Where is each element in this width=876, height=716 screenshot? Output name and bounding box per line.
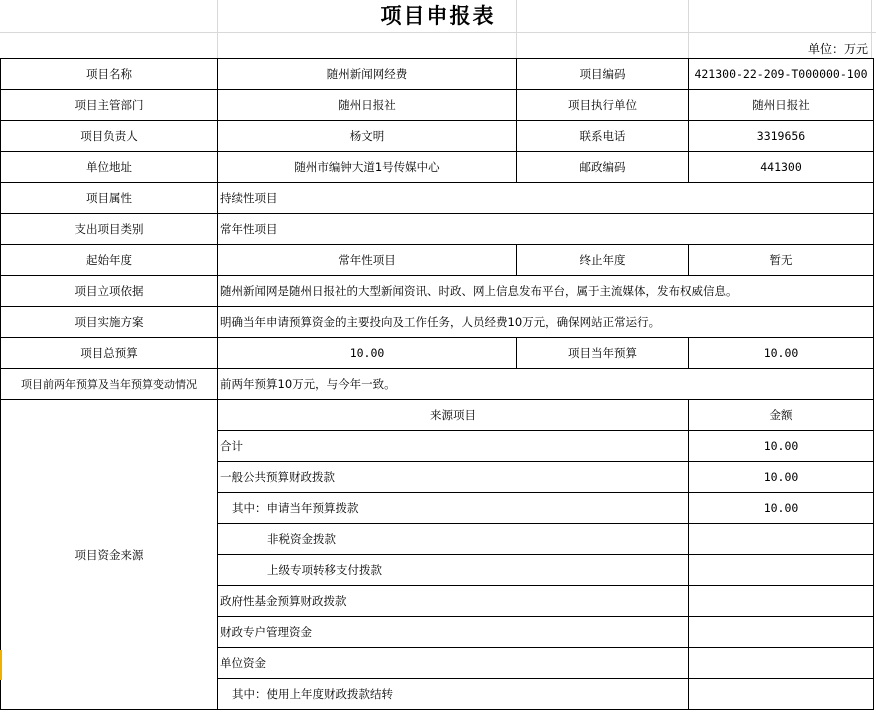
funding-item-name[interactable]: 一般公共预算财政拨款 [218,462,689,493]
funding-item-name[interactable]: 上级专项转移支付拨款 [218,555,689,586]
funding-item-amount[interactable]: 10.00 [689,431,874,462]
label-project-name[interactable]: 项目名称 [1,59,218,90]
value-attribute[interactable]: 持续性项目 [218,183,874,214]
label-funding-source[interactable]: 项目资金来源 [1,400,218,710]
funding-item-name[interactable]: 政府性基金预算财政拨款 [218,586,689,617]
funding-item-name[interactable]: 合计 [218,431,689,462]
value-plan[interactable]: 明确当年申请预算资金的主要投向及工作任务，人员经费10万元，确保网站正常运行。 [218,307,874,338]
row-head [1,121,874,152]
funding-item-name[interactable]: 其中：使用上年度财政拨款结转 [218,679,689,710]
row-funding-header [1,400,874,431]
value-budget-change[interactable]: 前两年预算10万元，与今年一致。 [218,369,874,400]
funding-item-amount[interactable] [689,679,874,710]
label-attribute[interactable]: 项目属性 [1,183,218,214]
funding-item-name[interactable]: 财政专户管理资金 [218,617,689,648]
funding-item-amount[interactable]: 10.00 [689,493,874,524]
value-end-year[interactable]: 暂无 [689,245,874,276]
value-category[interactable]: 常年性项目 [218,214,874,245]
funding-item-amount[interactable] [689,648,874,679]
label-zip[interactable]: 邮政编码 [517,152,689,183]
funding-item-amount[interactable]: 10.00 [689,462,874,493]
page-title: 项目申报表 [380,3,496,28]
value-phone[interactable]: 3319656 [689,121,874,152]
label-dept[interactable]: 项目主管部门 [1,90,218,121]
row-category [1,214,874,245]
funding-item-amount[interactable] [689,586,874,617]
value-address[interactable]: 随州市编钟大道1号传媒中心 [218,152,517,183]
value-total-budget[interactable]: 10.00 [218,338,517,369]
grid-line [0,32,876,33]
label-start-year[interactable]: 起始年度 [1,245,218,276]
row-budget-change [1,369,874,400]
value-current-budget[interactable]: 10.00 [689,338,874,369]
funding-item-amount[interactable] [689,555,874,586]
value-dept[interactable]: 随州日报社 [218,90,517,121]
value-exec-unit[interactable]: 随州日报社 [689,90,874,121]
value-zip[interactable]: 441300 [689,152,874,183]
value-basis[interactable]: 随州新闻网是随州日报社的大型新闻资讯、时政、网上信息发布平台，属于主流媒体，发布权威信息。 [218,276,874,307]
row-dept [1,90,874,121]
label-head[interactable]: 项目负责人 [1,121,218,152]
funding-item-name[interactable]: 单位资金 [218,648,689,679]
label-total-budget[interactable]: 项目总预算 [1,338,218,369]
row-plan [1,307,874,338]
funding-item-name[interactable]: 非税资金拨款 [218,524,689,555]
row-budget [1,338,874,369]
value-project-name[interactable]: 随州新闻网经费 [218,59,517,90]
label-end-year[interactable]: 终止年度 [517,245,689,276]
project-form-table [0,58,874,710]
funding-item-name[interactable]: 其中：申请当年预算拨款 [218,493,689,524]
header-amount[interactable]: 金额 [689,400,874,431]
unit-label: 单位：万元 [807,42,868,56]
funding-item-amount[interactable] [689,617,874,648]
row-years [1,245,874,276]
label-project-code[interactable]: 项目编码 [517,59,689,90]
funding-item-amount[interactable] [689,524,874,555]
label-phone[interactable]: 联系电话 [517,121,689,152]
label-budget-change[interactable]: 项目前两年预算及当年预算变动情况 [1,369,218,400]
row-selection-marker [0,650,2,680]
value-project-code[interactable]: 421300-22-209-T000000-100 [689,59,874,90]
label-plan[interactable]: 项目实施方案 [1,307,218,338]
row-address [1,152,874,183]
value-head[interactable]: 杨文明 [218,121,517,152]
label-current-budget[interactable]: 项目当年预算 [517,338,689,369]
row-basis [1,276,874,307]
label-exec-unit[interactable]: 项目执行单位 [517,90,689,121]
value-start-year[interactable]: 常年性项目 [218,245,517,276]
header-source-item[interactable]: 来源项目 [218,400,689,431]
label-category[interactable]: 支出项目类别 [1,214,218,245]
label-address[interactable]: 单位地址 [1,152,218,183]
label-basis[interactable]: 项目立项依据 [1,276,218,307]
row-attribute [1,183,874,214]
row-project-name [1,59,874,90]
